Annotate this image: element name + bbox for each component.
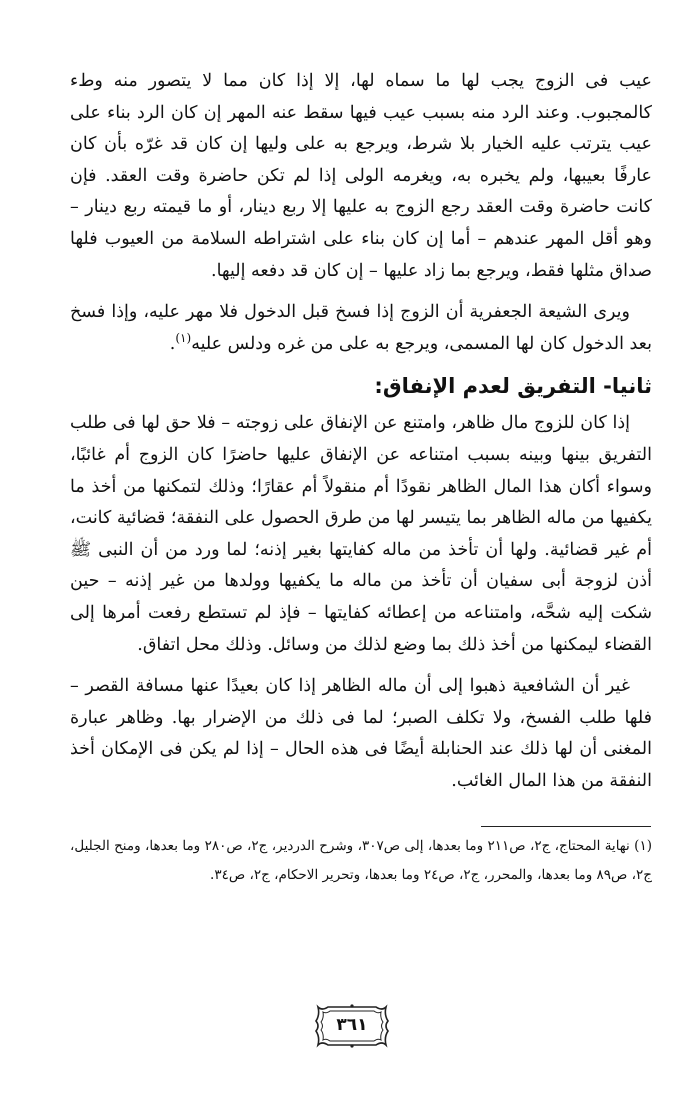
footnote-reference: (١)	[175, 330, 192, 345]
page-number: ٣٦١	[336, 1015, 368, 1035]
sentence-end: .	[169, 333, 176, 354]
paragraph-text: ويرى الشيعة الجعفرية أن الزوج إذا فسخ قبل الدخول فلا مهر عليه، وإذا فسخ بعد الدخول كان لها المسمى، ويرجع به على من غره ودلس عليه	[70, 302, 652, 354]
paragraph: عيب فى الزوج يجب لها ما سماه لها، إلا إذا كان مما لا يتصور منه وطء كالمجبوب. وعند الرد منه بسبب عيب فيها سقط عنه المهر إن كان الرد بناء على عيب يترتب عليه الخيار بلا شرط، ويرجع به على وليها إن كان قد غرّه بأن كان عارفًا بعيبها، ولم يخبره به، ويغرمه الولى إذا لم تكن حاضرة وقت العقد. فإن كانت حاضرة وقت العقد رجع الزوج به عليها إلا ربع دينار، أو ما قيمته ربع دينار – وهو أقل المهر عندهم – أما إن كان بناء على اشتراطه السلامة من العيوب فلها صداق مثلها فقط، ويرجع بما زاد عليها – إن كان قد دفعه إليها.	[70, 71, 652, 281]
paragraph: غير أن الشافعية ذهبوا إلى أن ماله الظاهر إذا كان بعيدًا عنها مسافة القصر – فلها طلب الفسخ، ولا تكلف الصبر؛ لما فى ذلك من الإضرار بها. وظاهر عبارة المغنى أن لها ذلك عند الحنابلة أيضًا فى هذه الحال – إذا لم يكن فى الإمكان أخذ النفقة من هذا المال الغائب.	[70, 676, 652, 791]
paragraph	[70, 297, 652, 360]
footnote: (١) نهاية المحتاج، ج٢، ص٢١١ وما بعدها، إلى ص٣٠٧، وشرح الدردير، ج٢، ص٢٨٠ وما بعدها، ومنح الجليل، ج٢، ص٨٩ وما بعدها، والمحرر، ج٢، ص٢٤ وما بعدها، وتحرير الاحكام، ج٢، ص٣٤.	[70, 838, 652, 883]
footnote-separator	[481, 826, 651, 827]
section-heading: ثانيا- التفريق لعدم الإنفاق:	[374, 374, 652, 399]
paragraph: إذا كان للزوج مال ظاهر، وامتنع عن الإنفاق على زوجته – فلا حق لها فى طلب التفريق بينها وبينه بسبب امتناعه عن الإنفاق عليها حاضرًا كان الزوج أم غائبًا، وسواء أكان هذا المال الظاهر نقودًا أم منقولاً أم عقارًا؛ وذلك لتمكنها من أخذ ما يكفيها من ماله الظاهر بما يتيسر لها من طرق الحصول على النفقة؛ قضائية كانت، أم غير قضائية. ولها أن تأخذ من ماله كفايتها بغير إذنه؛ لما ورد من أن النبى ﷺ أذن لزوجة أبى سفيان أن تأخذ من ماله ما يكفيها وولدها من غير إذنه – حين شكت إليه شحَّه، وامتناعه من إعطائه كفايتها – فإذ لم تستطع رفعت أمرها إلى القضاء ليمكنها من أخذ ذلك بما وضع لذلك من وسائل. وذلك محل اتفاق.	[69, 413, 652, 655]
main-text	[70, 66, 652, 807]
page-number-ornament	[314, 1003, 390, 1049]
